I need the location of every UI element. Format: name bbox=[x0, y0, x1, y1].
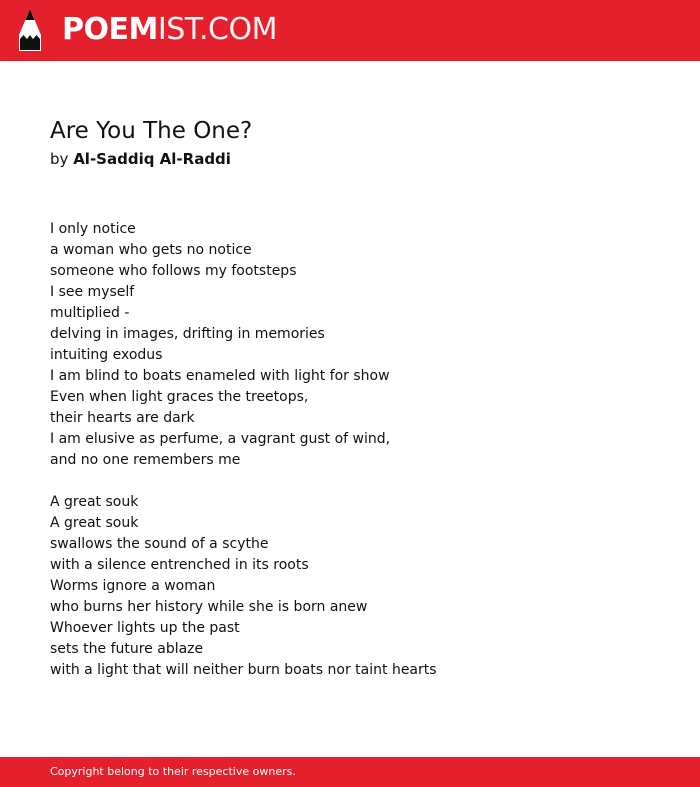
poem-line: Worms ignore a woman bbox=[50, 578, 216, 594]
poem-line: and no one remembers me bbox=[50, 452, 241, 468]
poem-line: with a light that will neither burn boats nor taint hearts bbox=[50, 662, 437, 678]
stanza bbox=[50, 492, 670, 681]
poem-line: I see myself bbox=[50, 284, 135, 300]
poem-line: A great souk bbox=[50, 494, 139, 510]
site-header bbox=[0, 0, 700, 61]
logo-light-text: IST.COM bbox=[157, 12, 277, 47]
poem-line: intuiting exodus bbox=[50, 347, 163, 363]
poem-line: delving in images, drifting in memories bbox=[50, 326, 325, 342]
poem-title: Are You The One? bbox=[50, 118, 253, 144]
copyright-text: Copyright belong to their respective owners. bbox=[50, 765, 296, 778]
poem-body bbox=[50, 219, 670, 702]
poem-line: I only notice bbox=[50, 221, 136, 237]
stanza bbox=[50, 219, 670, 471]
byline bbox=[50, 148, 231, 170]
poem-line: who burns her history while she is born anew bbox=[50, 599, 368, 615]
poem-line: swallows the sound of a scythe bbox=[50, 536, 269, 552]
poem-line: Even when light graces the treetops, bbox=[50, 389, 309, 405]
poem-line: multiplied - bbox=[50, 305, 130, 321]
poem-line: Whoever lights up the past bbox=[50, 620, 240, 636]
poem-line: a woman who gets no notice bbox=[50, 242, 252, 258]
poem-line: someone who follows my footsteps bbox=[50, 263, 297, 279]
site-logo[interactable] bbox=[62, 10, 277, 50]
by-label: by bbox=[50, 150, 69, 168]
poem-line: their hearts are dark bbox=[50, 410, 195, 426]
poem-line: A great souk bbox=[50, 515, 139, 531]
site-footer bbox=[0, 757, 700, 787]
poem-line: sets the future ablaze bbox=[50, 641, 204, 657]
pencil-icon[interactable] bbox=[17, 9, 43, 51]
logo-bold-text: POEM bbox=[62, 12, 158, 47]
poem-line: with a silence entrenched in its roots bbox=[50, 557, 309, 573]
poem-line: I am elusive as perfume, a vagrant gust of wind, bbox=[50, 431, 391, 447]
author-name[interactable]: Al-Saddiq Al-Raddi bbox=[73, 150, 231, 168]
poem-line: I am blind to boats enameled with light for show bbox=[50, 368, 390, 384]
